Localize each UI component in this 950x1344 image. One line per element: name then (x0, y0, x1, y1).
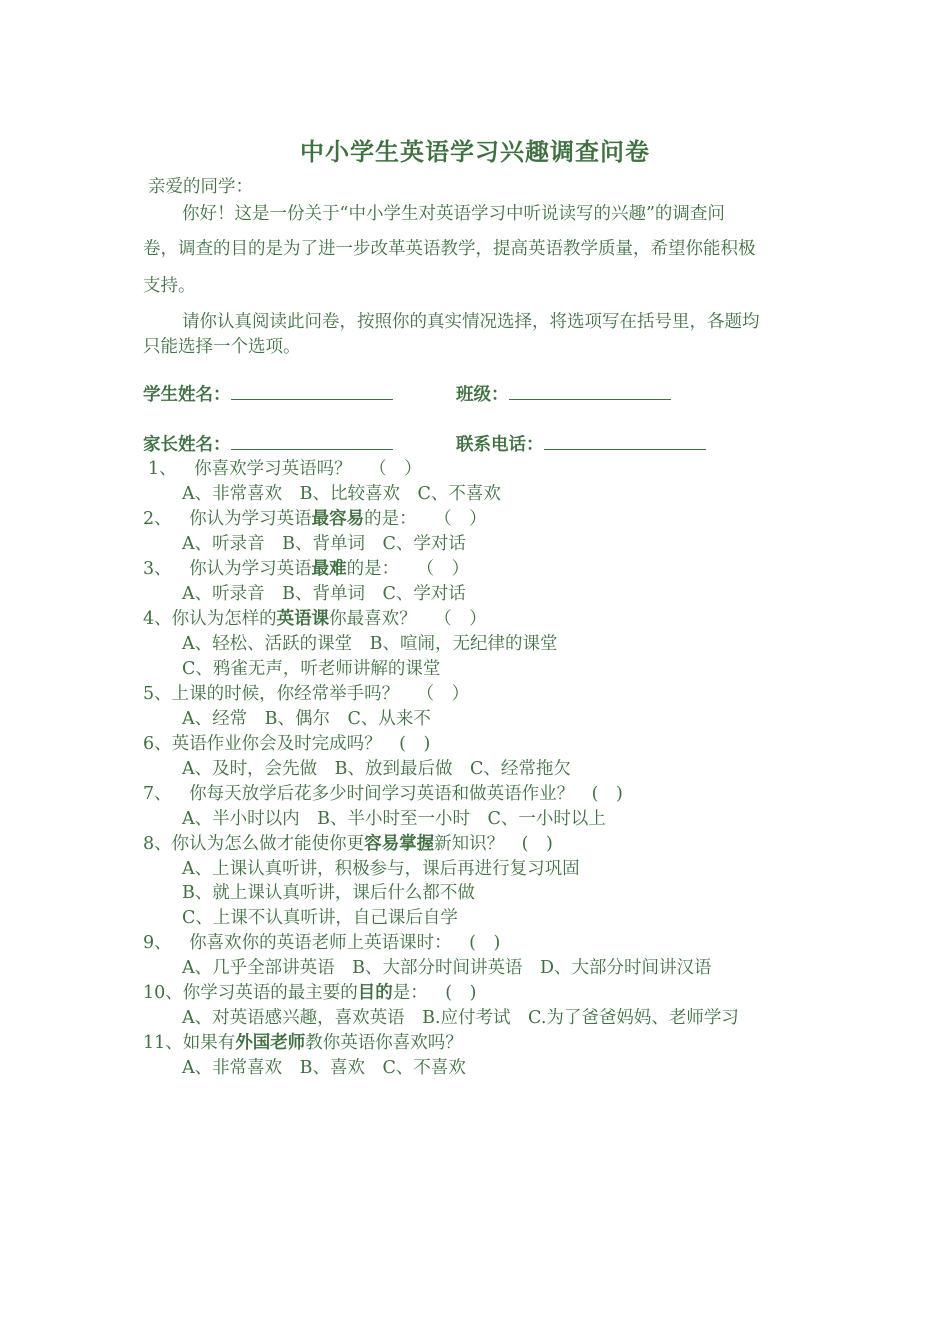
question-10-options: A、对英语感兴趣，喜欢英语 B.应付考试 C.为了爸爸妈妈、老师学习 (182, 1008, 739, 1028)
question-11-options: A、非常喜欢 B、喜欢 C、不喜欢 (182, 1058, 466, 1078)
question-1: 1、 你喜欢学习英语吗？ （ ） (148, 459, 422, 479)
parent-name-label: 家长姓名： (143, 435, 231, 455)
question-11: 11、如果有外国老师教你英语你喜欢吗？ (143, 1033, 463, 1053)
question-6: 6、英语作业你会及时完成吗？ ( ) (143, 734, 431, 754)
question-8-options-2: B、就上课认真听讲，课后什么都不做 (182, 883, 475, 903)
student-name-blank[interactable] (231, 383, 393, 400)
parent-name-field (143, 433, 393, 457)
student-name-field (143, 383, 393, 407)
question-3-options: A、听录音 B、背单词 C、学对话 (182, 584, 466, 604)
class-blank[interactable] (509, 383, 671, 400)
question-2-options: A、听录音 B、背单词 C、学对话 (182, 534, 466, 554)
student-name-label: 学生姓名： (143, 385, 231, 405)
phone-field (456, 433, 706, 457)
greeting: 亲爱的同学： (148, 177, 253, 197)
question-5-options: A、经常 B、偶尔 C、从来不 (182, 709, 431, 729)
question-5: 5、上课的时候，你经常举手吗？ （ ） (143, 684, 470, 704)
question-9-options: A、几乎全部讲英语 B、大部分时间讲英语 D、大部分时间讲汉语 (182, 958, 712, 978)
question-4-options-2: C、鸦雀无声，听老师讲解的课堂 (182, 659, 441, 679)
question-4: 4、你认为怎样的英语课你最喜欢？ （ ） (143, 609, 487, 629)
phone-label: 联系电话： (456, 435, 544, 455)
question-6-options: A、及时，会先做 B、放到最后做 C、经常拖欠 (182, 759, 571, 779)
question-7: 7、 你每天放学后花多少时间学习英语和做英语作业？ ( ) (143, 784, 623, 804)
question-1-options: A、非常喜欢 B、比较喜欢 C、不喜欢 (182, 484, 501, 504)
question-7-options: A、半小时以内 B、半小时至一小时 C、一小时以上 (182, 809, 606, 829)
parent-name-blank[interactable] (231, 433, 393, 450)
question-4-options-1: A、轻松、活跃的课堂 B、喧闹，无纪律的课堂 (182, 634, 558, 654)
question-3: 3、 你认为学习英语最难的是： （ ） (143, 559, 470, 579)
question-8: 8、你认为怎么做才能使你更容易掌握新知识？ ( ) (143, 834, 553, 854)
question-8-options-3: C、上课不认真听讲，自己课后自学 (182, 908, 458, 928)
intro-line-3: 支持。 (143, 276, 196, 296)
question-9: 9、 你喜欢你的英语老师上英语课时： ( ) (143, 933, 501, 953)
page-title: 中小学生英语学习兴趣调查问卷 (300, 137, 650, 166)
intro-line-1: 你好！这是一份关于“中小学生对英语学习中听说读写的兴趣”的调查问 (182, 204, 725, 224)
intro-line-2: 卷，调查的目的是为了进一步改革英语教学，提高英语教学质量，希望你能积极 (143, 239, 756, 259)
instruction-line-1: 请你认真阅读此问卷，按照你的真实情况选择，将选项写在括号里，各题均 (182, 312, 760, 332)
instruction-line-2: 只能选择一个选项。 (143, 337, 301, 357)
phone-blank[interactable] (544, 433, 706, 450)
question-2: 2、 你认为学习英语最容易的是： （ ） (143, 509, 487, 529)
question-8-options-1: A、上课认真听讲，积极参与，课后再进行复习巩固 (182, 859, 580, 879)
question-10: 10、你学习英语的最主要的目的是： ( ) (143, 983, 477, 1003)
class-field (456, 383, 671, 407)
class-label: 班级： (456, 385, 509, 405)
